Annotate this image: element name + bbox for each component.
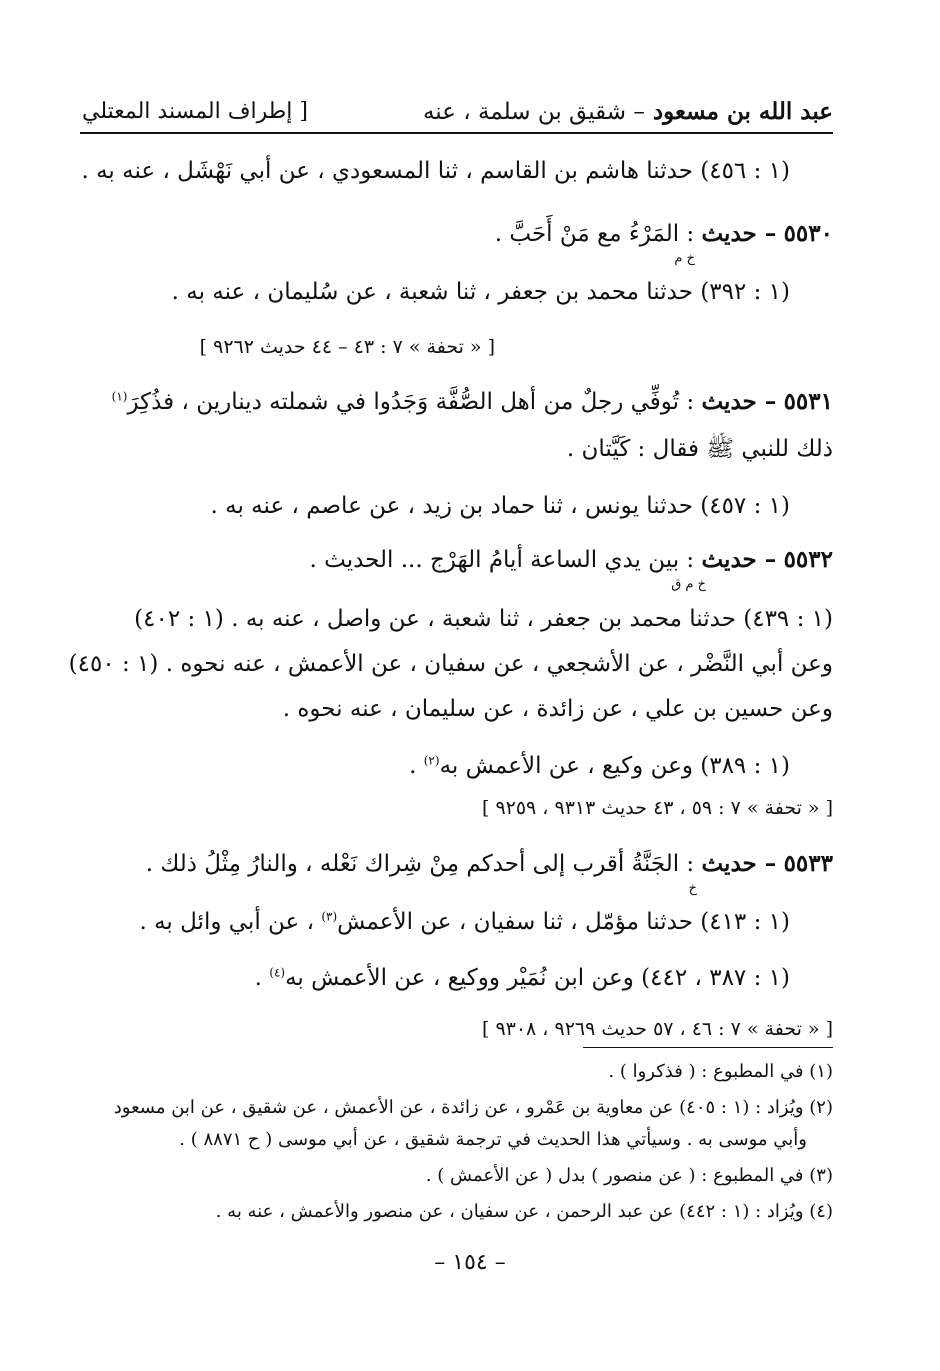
- isnad-line: (١ : ٤٥٦) حدثنا هاشم بن القاسم ، ثنا المسعودي ، عن أبي نَهْشَل ، عنه به .: [81, 158, 790, 184]
- isnad-line: وعن حسين بن علي ، عن زائدة ، عن سليمان ، عنه نحوه .: [282, 696, 833, 722]
- hadith-text: : الجَنَّةُ أقرب إلى أحدكم مِنْ شِراك نَعْله ، والنارُ مِثْلُ ذلك .: [145, 851, 695, 877]
- isnad-line: [255, 962, 790, 994]
- hadith-text: : بين يدي الساعة أيامُ الهَرْج ... الحديث .: [309, 547, 695, 573]
- tuhfa-reference: [ « تحفة » ٧ : ٤٣ – ٤٤ حديث ٩٢٦٢ ]: [199, 336, 495, 358]
- footnote-rule: [583, 1047, 833, 1048]
- isnad-line: [409, 750, 790, 782]
- footnote-2-continued: وأبي موسى به . وسيأتي هذا الحديث في ترجمة شقيق ، عن أبي موسى ( ح ٨٨٧١ ) .: [179, 1129, 807, 1150]
- source-sigla: خ م ق: [671, 577, 706, 592]
- hadith-text: : المَرْءُ مع مَنْ أَحَبَّ .: [494, 221, 695, 247]
- footnote-2: (٢) ويُزاد : (١ : ٤٠٥) عن معاوية بن عَمْرو ، عن زائدة ، عن الأعمش ، عن شقيق ، عن ابن مسعود: [113, 1097, 833, 1118]
- isnad-line: وعن أبي النَّضْر ، عن الأشجعي ، عن سفيان ، عن الأعمش ، عنه نحوه . (١ : ٤٥٠): [68, 651, 833, 677]
- footnote-marker: (١): [111, 389, 128, 404]
- isnad-text: (١ : ٣٨٩) وعن وكيع ، عن الأعمش به: [439, 753, 790, 779]
- hadith-5532: [309, 544, 833, 576]
- header-rule: [80, 132, 833, 134]
- line-end: .: [254, 965, 270, 991]
- footnote-3: (٣) في المطبوع : ( عن منصور ) بدل ( عن الأعمش ) .: [425, 1165, 833, 1186]
- running-header-left: [ إطراف المسند المعتلي: [82, 99, 308, 124]
- hadith-keyword: – حديث: [701, 388, 777, 415]
- footnote-marker: (٣): [321, 909, 338, 924]
- hadith-keyword: – حديث: [701, 850, 777, 877]
- hadith-5530: [495, 218, 833, 250]
- isnad-line: (١ : ٤٥٧) حدثنا يونس ، ثنا حماد بن زيد ، عن عاصم ، عنه به .: [210, 493, 790, 519]
- isnad-line: (١ : ٤٣٩) حدثنا محمد بن جعفر ، ثنا شعبة ، عن واصل ، عنه به . (١ : ٤٠٢): [134, 606, 833, 632]
- hadith-keyword: – حديث: [701, 220, 777, 247]
- source-sigla: خ: [688, 881, 697, 896]
- tuhfa-reference: [ « تحفة » ٧ : ٥٩ ، ٤٣ حديث ٩٣١٣ ، ٩٢٥٩ ]: [481, 797, 833, 819]
- isnad-text: ، عن أبي وائل به .: [139, 909, 314, 935]
- hadith-number: ٥٥٣١: [783, 388, 833, 415]
- hadith-5533: [146, 848, 833, 880]
- header-chain: – شقيق بن سلمة ، عنه: [422, 99, 645, 125]
- footnote-marker: (٢): [423, 753, 440, 768]
- footnote-1: (١) في المطبوع : ( فذكروا ) .: [608, 1061, 833, 1082]
- hadith-number: ٥٥٣٣: [783, 850, 833, 877]
- tuhfa-reference: [ « تحفة » ٧ : ٤٦ ، ٥٧ حديث ٩٢٦٩ ، ٩٣٠٨ ]: [481, 1018, 833, 1040]
- footnote-4: (٤) ويُزاد : (١ : ٤٤٢) عن عبد الرحمن ، عن سفيان ، عن منصور والأعمش ، عنه به .: [215, 1201, 833, 1222]
- hadith-5531: [112, 386, 833, 418]
- hadith-continuation: ذلك للنبي ﷺ فقال : كَيَّتان .: [566, 436, 833, 462]
- footnote-marker: (٤): [269, 965, 286, 980]
- isnad-text: (١ : ٤١٣) حدثنا مؤمّل ، ثنا سفيان ، عن الأعمش: [337, 909, 790, 935]
- header-author: عبد الله بن مسعود: [652, 98, 833, 125]
- hadith-number: ٥٥٣٠: [783, 220, 833, 247]
- isnad-text: (١ : ٣٨٧ ، ٤٤٢) وعن ابن نُمَيْر ووكيع ، عن الأعمش به: [285, 965, 790, 991]
- running-header-right: [423, 96, 833, 128]
- line-end: .: [409, 753, 424, 779]
- hadith-number: ٥٥٣٢: [783, 546, 833, 573]
- source-sigla: خ م: [674, 251, 695, 266]
- hadith-keyword: – حديث: [701, 546, 777, 573]
- isnad-line: [139, 906, 790, 938]
- page-number: – ١٥٤ –: [434, 1250, 506, 1275]
- isnad-line: (١ : ٣٩٢) حدثنا محمد بن جعفر ، ثنا شعبة ، عن سُليمان ، عنه به .: [171, 279, 790, 305]
- hadith-text: : تُوفِّي رجلٌ من أهل الصُّفَّة وَجَدُوا في شملته دينارين ، فذُكِرَ: [127, 389, 695, 415]
